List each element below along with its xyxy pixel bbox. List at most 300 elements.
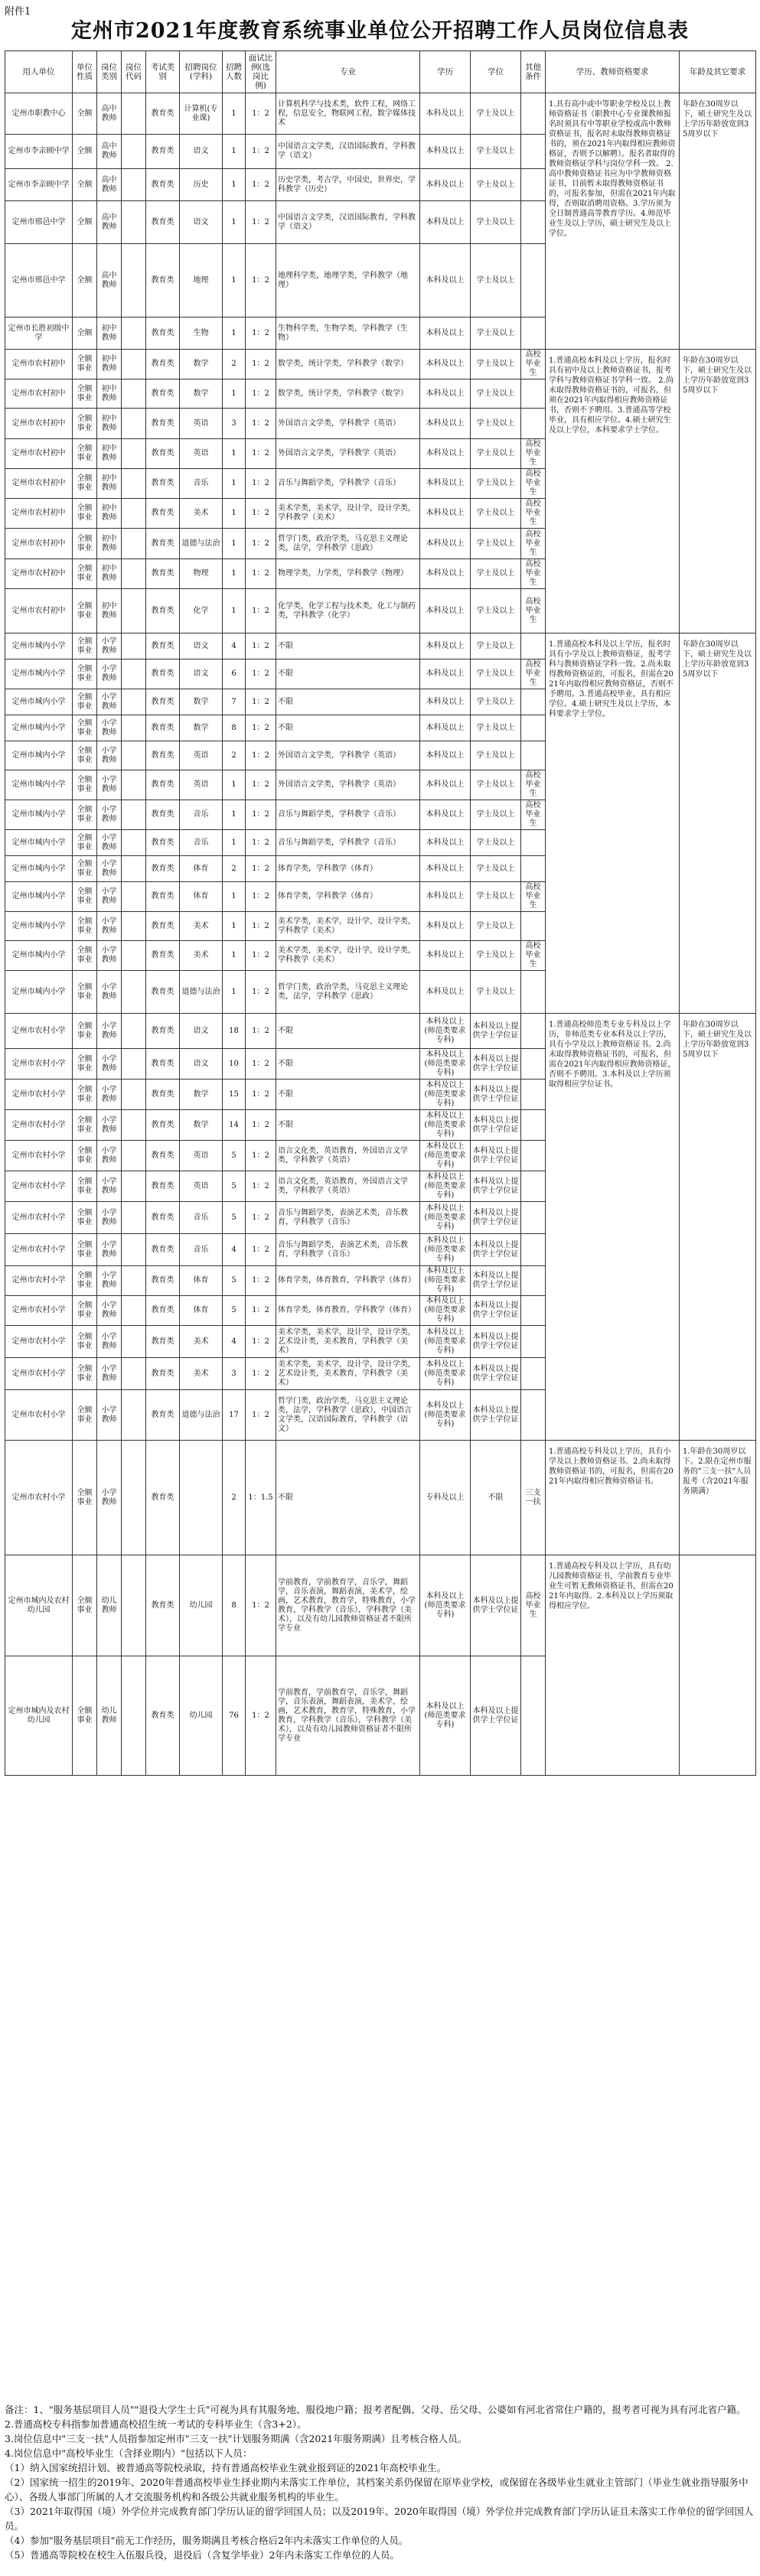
cell-degree: 本科及以上提供学士学位证 xyxy=(471,1171,521,1202)
cell-unit: 定州市农村小学 xyxy=(5,1049,73,1080)
cell-nature: 全额事业 xyxy=(73,409,97,439)
cell-degree: 学士及以上 xyxy=(471,559,521,589)
cell-major: 不限 xyxy=(276,659,420,689)
cell-ratio: 1：2 xyxy=(246,1390,276,1441)
attachment-label: 附件1 xyxy=(5,6,31,18)
cell-major: 不限 xyxy=(276,633,420,659)
cell-edu: 本科及以上 xyxy=(420,379,471,409)
cell-other xyxy=(521,201,546,244)
cell-num: 1 xyxy=(223,589,246,633)
cell-code xyxy=(122,350,146,379)
requirement-cell: 1.普通高校本科及以上学历，报名时具有小学及以上教师资格证，报考学科与教师资格证学科一致。2.尚未取得教师资格证的，可报名，但需在2021年内取得相应教师资格证，否则不予聘用。3.普通高校毕业，具有相应学位。4.硕士研究生及以上学历，本科要求学士学位。 xyxy=(546,633,680,1014)
cell-ratio: 1：2 xyxy=(246,409,276,439)
cell-degree: 学士及以上 xyxy=(471,469,521,499)
cell-other xyxy=(521,244,546,318)
cell-degree: 本科及以上提供学士学位证 xyxy=(471,1358,521,1390)
cell-nature: 全额事业 xyxy=(73,1266,97,1296)
cell-subject: 英语 xyxy=(180,741,223,770)
cell-cat: 小学教师 xyxy=(97,941,122,971)
col-header: 年龄及其它要求 xyxy=(680,51,756,93)
cell-unit: 定州市农村初中 xyxy=(5,589,73,633)
cell-unit: 定州市农村小学 xyxy=(5,1358,73,1390)
cell-num: 2 xyxy=(223,350,246,379)
cell-unit: 定州市城内小学 xyxy=(5,633,73,659)
cell-num: 1 xyxy=(223,941,246,971)
cell-nature: 全额事业 xyxy=(73,1296,97,1326)
cell-code xyxy=(122,1358,146,1390)
cell-num: 4 xyxy=(223,633,246,659)
cell-edu: 本科及以上(师范类要求专科) xyxy=(420,1171,471,1202)
cell-num: 5 xyxy=(223,1141,246,1171)
cell-subject: 体育 xyxy=(180,1296,223,1326)
cell-major: 中国语言文学类，汉语国际教育，学科教学（语文） xyxy=(276,135,420,169)
cell-cat: 初中教师 xyxy=(97,559,122,589)
cell-ratio: 1：2 xyxy=(246,659,276,689)
cell-num: 15 xyxy=(223,1080,246,1110)
cell-edu: 本科及以上 xyxy=(420,741,471,770)
cell-other xyxy=(521,1171,546,1202)
cell-cat: 小学教师 xyxy=(97,912,122,941)
cell-degree: 学士及以上 xyxy=(471,941,521,971)
cell-nature: 全额事业 xyxy=(73,559,97,589)
cell-subject: 语文 xyxy=(180,1014,223,1049)
cell-major: 数学类，统计学类，学科教学（数学） xyxy=(276,350,420,379)
cell-other: 高校毕业生 xyxy=(521,882,546,912)
cell-unit: 定州市农村小学 xyxy=(5,1014,73,1049)
cell-cat: 小学教师 xyxy=(97,1234,122,1266)
cell-nature: 全额事业 xyxy=(73,1326,97,1358)
cell-exam: 教育类 xyxy=(146,912,180,941)
cell-code xyxy=(122,912,146,941)
cell-nature: 全额事业 xyxy=(73,633,97,659)
cell-cat: 小学教师 xyxy=(97,1171,122,1202)
cell-cat: 小学教师 xyxy=(97,1441,122,1555)
cell-subject: 音乐 xyxy=(180,830,223,856)
requirement-cell: 1.普通高校专科及以上学历，具有幼儿园教师资格证书，学前教育专业毕业生可暂无教师资格证书，但需在2021年内取得。2.本科及以上学历须取得相应学位。 xyxy=(546,1555,680,1776)
cell-ratio: 1：2 xyxy=(246,1110,276,1141)
cell-nature: 全额 xyxy=(73,169,97,201)
cell-degree: 本科及以上提供学士学位证 xyxy=(471,1014,521,1049)
cell-cat: 小学教师 xyxy=(97,1202,122,1234)
cell-major: 不限 xyxy=(276,1080,420,1110)
cell-edu: 本科及以上 xyxy=(420,201,471,244)
age-requirement-cell xyxy=(680,1555,756,1776)
cell-exam: 教育类 xyxy=(146,1358,180,1390)
cell-major: 体育学类，学科教学（体育） xyxy=(276,856,420,882)
cell-subject: 地理 xyxy=(180,244,223,318)
cell-degree: 学士及以上 xyxy=(471,971,521,1014)
cell-exam: 教育类 xyxy=(146,350,180,379)
cell-edu: 本科及以上 xyxy=(420,715,471,741)
cell-num: 2 xyxy=(223,1441,246,1555)
cell-ratio: 1：2 xyxy=(246,715,276,741)
cell-code xyxy=(122,409,146,439)
cell-nature: 全额事业 xyxy=(73,1171,97,1202)
cell-code xyxy=(122,1049,146,1080)
cell-exam: 教育类 xyxy=(146,529,180,559)
cell-degree: 学士及以上 xyxy=(471,770,521,800)
cell-code xyxy=(122,93,146,135)
cell-edu: 本科及以上 xyxy=(420,971,471,1014)
cell-major: 化学类，化学工程与技术类，化工与制药类，学科教学（化学） xyxy=(276,589,420,633)
cell-cat: 小学教师 xyxy=(97,1326,122,1358)
cell-major: 数学类，统计学类，学科教学（数学） xyxy=(276,379,420,409)
cell-ratio: 1：2 xyxy=(246,379,276,409)
cell-exam: 教育类 xyxy=(146,659,180,689)
cell-unit: 定州市城内小学 xyxy=(5,770,73,800)
cell-degree: 学士及以上 xyxy=(471,830,521,856)
cell-degree: 学士及以上 xyxy=(471,659,521,689)
cell-code xyxy=(122,856,146,882)
cell-other xyxy=(521,741,546,770)
cell-major: 不限 xyxy=(276,715,420,741)
cell-other xyxy=(521,1234,546,1266)
cell-code xyxy=(122,659,146,689)
cell-unit: 定州市城内及农村幼儿园 xyxy=(5,1555,73,1656)
cell-edu: 本科及以上 xyxy=(420,689,471,715)
cell-major: 不限 xyxy=(276,689,420,715)
cell-code xyxy=(122,633,146,659)
cell-edu: 本科及以上 xyxy=(420,350,471,379)
cell-unit: 定州市农村初中 xyxy=(5,529,73,559)
cell-subject xyxy=(180,1441,223,1555)
cell-unit: 定州市农村初中 xyxy=(5,409,73,439)
cell-major: 哲学门类，政治学类，马克思主义理论类，法学，学科教学（思政），中国语言文学类，汉语国际教育，学科教学（语文） xyxy=(276,1390,420,1441)
cell-subject: 体育 xyxy=(180,882,223,912)
cell-exam: 教育类 xyxy=(146,439,180,469)
cell-exam: 教育类 xyxy=(146,1441,180,1555)
cell-subject: 美术 xyxy=(180,1326,223,1358)
cell-unit: 定州市城内小学 xyxy=(5,741,73,770)
cell-code xyxy=(122,941,146,971)
col-header: 单位性质 xyxy=(73,51,97,93)
cell-num: 1 xyxy=(223,93,246,135)
cell-nature: 全额事业 xyxy=(73,439,97,469)
cell-exam: 教育类 xyxy=(146,971,180,1014)
cell-nature: 全额事业 xyxy=(73,589,97,633)
col-header: 岗位代码 xyxy=(122,51,146,93)
cell-cat: 小学教师 xyxy=(97,1141,122,1171)
cell-nature: 全额事业 xyxy=(73,1555,97,1656)
cell-other xyxy=(521,633,546,659)
cell-cat: 小学教师 xyxy=(97,741,122,770)
cell-code xyxy=(122,770,146,800)
age-requirement-cell: 年龄在30周岁以下，硕士研究生及以上学历年龄放宽到35周岁以下 xyxy=(680,350,756,633)
cell-other: 高校毕业生 xyxy=(521,1555,546,1656)
cell-other xyxy=(521,689,546,715)
cell-code xyxy=(122,1014,146,1049)
cell-edu: 本科及以上(师范类要求专科) xyxy=(420,1326,471,1358)
cell-degree: 学士及以上 xyxy=(471,409,521,439)
cell-nature: 全额事业 xyxy=(73,912,97,941)
cell-ratio: 1：2 xyxy=(246,499,276,529)
cell-unit: 定州市城内小学 xyxy=(5,800,73,830)
cell-major: 美术学类，美术学，设计学，设计学类，学科教学（美术） xyxy=(276,912,420,941)
cell-nature: 全额事业 xyxy=(73,715,97,741)
cell-degree: 不限 xyxy=(471,1441,521,1555)
cell-degree: 学士及以上 xyxy=(471,589,521,633)
cell-unit: 定州市城内小学 xyxy=(5,715,73,741)
cell-other xyxy=(521,1110,546,1141)
cell-subject: 幼儿园 xyxy=(180,1555,223,1656)
cell-code xyxy=(122,1202,146,1234)
cell-unit: 定州市城内小学 xyxy=(5,689,73,715)
cell-edu: 本科及以上 xyxy=(420,318,471,350)
cell-exam: 教育类 xyxy=(146,1202,180,1234)
col-header: 学历 xyxy=(420,51,471,93)
cell-degree: 本科及以上提供学士学位证 xyxy=(471,1555,521,1656)
page-title: 定州市2021年度教育系统事业单位公开招聘工作人员岗位信息表 xyxy=(70,19,690,43)
cell-num: 10 xyxy=(223,1049,246,1080)
cell-subject: 英语 xyxy=(180,1171,223,1202)
cell-nature: 全额事业 xyxy=(73,971,97,1014)
cell-degree: 学士及以上 xyxy=(471,689,521,715)
cell-other: 高校毕业生 xyxy=(521,439,546,469)
cell-exam: 教育类 xyxy=(146,1326,180,1358)
cell-exam: 教育类 xyxy=(146,1555,180,1656)
cell-num: 1 xyxy=(223,244,246,318)
cell-ratio: 1：2 xyxy=(246,1049,276,1080)
note-line: 4.岗位信息中"高校毕业生（含择业期内）"包括以下人员： xyxy=(5,2447,253,2459)
cell-major: 哲学门类，政治学类，马克思主义理论类，法学，学科教学（思政） xyxy=(276,971,420,1014)
cell-degree: 学士及以上 xyxy=(471,800,521,830)
cell-ratio: 1：2 xyxy=(246,439,276,469)
cell-major: 语言文化类，英语教育，外国语言文学类，学科教学（英语） xyxy=(276,1171,420,1202)
cell-edu: 专科及以上 xyxy=(420,1441,471,1555)
cell-edu: 本科及以上 xyxy=(420,469,471,499)
cell-degree: 学士及以上 xyxy=(471,135,521,169)
table-row xyxy=(5,1014,756,1049)
cell-major: 不限 xyxy=(276,1014,420,1049)
cell-ratio: 1：2 xyxy=(246,1555,276,1656)
cell-ratio: 1：2 xyxy=(246,350,276,379)
cell-cat: 高中教师 xyxy=(97,169,122,201)
cell-nature: 全额 xyxy=(73,135,97,169)
cell-other xyxy=(521,1141,546,1171)
cell-major: 不限 xyxy=(276,1110,420,1141)
cell-subject: 数学 xyxy=(180,350,223,379)
cell-subject: 数学 xyxy=(180,379,223,409)
cell-ratio: 1：2 xyxy=(246,1358,276,1390)
cell-other: 高校毕业生 xyxy=(521,529,546,559)
cell-subject: 美术 xyxy=(180,941,223,971)
cell-unit: 定州市李亲顾中学 xyxy=(5,169,73,201)
cell-num: 5 xyxy=(223,1202,246,1234)
cell-degree: 学士及以上 xyxy=(471,439,521,469)
cell-ratio: 1：2 xyxy=(246,1656,276,1776)
cell-exam: 教育类 xyxy=(146,715,180,741)
cell-code xyxy=(122,469,146,499)
cell-subject: 数学 xyxy=(180,1110,223,1141)
cell-major: 语言文化类，英语教育，外国语言文学类，学科教学（英语） xyxy=(276,1141,420,1171)
cell-unit: 定州市农村小学 xyxy=(5,1202,73,1234)
cell-cat: 初中教师 xyxy=(97,318,122,350)
cell-num: 1 xyxy=(223,469,246,499)
cell-cat: 初中教师 xyxy=(97,409,122,439)
cell-other xyxy=(521,1358,546,1390)
cell-unit: 定州市李亲顾中学 xyxy=(5,135,73,169)
cell-nature: 全额事业 xyxy=(73,1141,97,1171)
cell-ratio: 1：2 xyxy=(246,529,276,559)
cell-nature: 全额事业 xyxy=(73,1358,97,1390)
cell-cat: 小学教师 xyxy=(97,659,122,689)
cell-nature: 全额事业 xyxy=(73,1049,97,1080)
cell-other xyxy=(521,1014,546,1049)
cell-other xyxy=(521,318,546,350)
cell-code xyxy=(122,1326,146,1358)
cell-major: 学前教育，学前教育学，音乐学，舞蹈学，音乐表演，舞蹈表演，美术学，绘画，艺术教育，教育学，特殊教育，小学教育，学科教学（音乐），学科教学（美术），以及有幼儿园教师资格证者不限所学专业 xyxy=(276,1656,420,1776)
cell-subject: 语文 xyxy=(180,1049,223,1080)
cell-code xyxy=(122,244,146,318)
cell-unit: 定州市农村小学 xyxy=(5,1234,73,1266)
cell-num: 2 xyxy=(223,856,246,882)
cell-code xyxy=(122,1296,146,1326)
cell-cat: 小学教师 xyxy=(97,971,122,1014)
cell-subject: 英语 xyxy=(180,439,223,469)
cell-nature: 全额事业 xyxy=(73,800,97,830)
cell-major: 音乐与舞蹈学类，表演艺术类，音乐教育，学科教学（音乐） xyxy=(276,1234,420,1266)
cell-other xyxy=(521,409,546,439)
cell-cat: 小学教师 xyxy=(97,856,122,882)
cell-num: 1 xyxy=(223,201,246,244)
cell-nature: 全额 xyxy=(73,201,97,244)
cell-edu: 本科及以上(师范类要求专科) xyxy=(420,1202,471,1234)
cell-cat: 小学教师 xyxy=(97,1390,122,1441)
cell-edu: 本科及以上(师范类要求专科) xyxy=(420,1234,471,1266)
cell-cat: 初中教师 xyxy=(97,379,122,409)
cell-degree: 学士及以上 xyxy=(471,633,521,659)
cell-exam: 教育类 xyxy=(146,379,180,409)
cell-exam: 教育类 xyxy=(146,1296,180,1326)
cell-edu: 本科及以上 xyxy=(420,135,471,169)
cell-other xyxy=(521,135,546,169)
cell-unit: 定州市农村初中 xyxy=(5,559,73,589)
cell-ratio: 1：2 xyxy=(246,882,276,912)
cell-nature: 全额事业 xyxy=(73,770,97,800)
cell-other xyxy=(521,912,546,941)
cell-ratio: 1：2 xyxy=(246,1234,276,1266)
cell-unit: 定州市农村小学 xyxy=(5,1266,73,1296)
cell-cat: 小学教师 xyxy=(97,1049,122,1080)
requirement-cell: 1.普通高校专科及以上学历，具有小学及以上教师资格证书。2.尚未取得教师资格证书的，可报名，但需在2021年内取得相应教师资格证书。 xyxy=(546,1441,680,1555)
cell-unit: 定州市农村初中 xyxy=(5,499,73,529)
cell-ratio: 1：2 xyxy=(246,689,276,715)
cell-other xyxy=(521,1080,546,1110)
cell-degree: 本科及以上提供学士学位证 xyxy=(471,1049,521,1080)
note-line: （2）国家统一招生的2019年、2020年普通高校毕业生择业期内未落实工作单位，其档案关系仍保留在原毕业学校，或保留在各级毕业生就业主管部门（毕业生就业指导服务中心）、各级人事部门所属的人才交流服务机构和各级公共就业服务机构的毕业生。 xyxy=(5,2477,749,2503)
cell-edu: 本科及以上 xyxy=(420,941,471,971)
cell-unit: 定州市农村初中 xyxy=(5,379,73,409)
cell-cat: 小学教师 xyxy=(97,715,122,741)
cell-edu: 本科及以上 xyxy=(420,244,471,318)
cell-num: 4 xyxy=(223,1234,246,1266)
cell-code xyxy=(122,318,146,350)
cell-num: 1 xyxy=(223,318,246,350)
cell-cat: 初中教师 xyxy=(97,529,122,559)
cell-code xyxy=(122,882,146,912)
col-header: 岗位类别 xyxy=(97,51,122,93)
cell-nature: 全额事业 xyxy=(73,350,97,379)
cell-ratio: 1：2 xyxy=(246,633,276,659)
note-line: （1）纳入国家统招计划、被普通高等院校录取，持有普通高校毕业生就业报到证的2021年高校毕业生。 xyxy=(5,2462,447,2473)
cell-subject: 计算机(专业课) xyxy=(180,93,223,135)
cell-num: 1 xyxy=(223,499,246,529)
cell-subject: 英语 xyxy=(180,409,223,439)
cell-exam: 教育类 xyxy=(146,1390,180,1441)
cell-major: 美术学类，美术学，设计学，设计学类，学科教学（美术） xyxy=(276,941,420,971)
cell-num: 1 xyxy=(223,135,246,169)
cell-major: 外国语言文学类，学科教学（英语） xyxy=(276,409,420,439)
cell-nature: 全额事业 xyxy=(73,659,97,689)
age-requirement-cell: 年龄在30周岁以下，硕士研究生及以上学历年龄放宽到35周岁以下 xyxy=(680,93,756,350)
cell-degree: 学士及以上 xyxy=(471,499,521,529)
cell-cat: 初中教师 xyxy=(97,439,122,469)
cell-degree: 学士及以上 xyxy=(471,93,521,135)
col-header: 考试类别 xyxy=(146,51,180,93)
cell-exam: 教育类 xyxy=(146,1141,180,1171)
cell-unit: 定州市职教中心 xyxy=(5,93,73,135)
cell-ratio: 1：2 xyxy=(246,469,276,499)
cell-cat: 小学教师 xyxy=(97,1358,122,1390)
cell-degree: 学士及以上 xyxy=(471,379,521,409)
cell-exam: 教育类 xyxy=(146,499,180,529)
cell-major: 体育学类，体育教育，学科教学（体育） xyxy=(276,1296,420,1326)
cell-code xyxy=(122,201,146,244)
cell-subject: 数学 xyxy=(180,715,223,741)
cell-degree: 学士及以上 xyxy=(471,715,521,741)
table-body xyxy=(5,93,756,1776)
cell-major: 音乐与舞蹈学类，学科教学（音乐） xyxy=(276,800,420,830)
cell-unit: 定州市邢邑中学 xyxy=(5,244,73,318)
cell-major: 不限 xyxy=(276,1049,420,1080)
cell-subject: 英语 xyxy=(180,1141,223,1171)
cell-degree: 本科及以上提供学士学位证 xyxy=(471,1080,521,1110)
cell-unit: 定州市城内小学 xyxy=(5,856,73,882)
cell-num: 1 xyxy=(223,379,246,409)
cell-edu: 本科及以上(师范类要求专科) xyxy=(420,1080,471,1110)
cell-nature: 全额事业 xyxy=(73,1441,97,1555)
cell-subject: 英语 xyxy=(180,770,223,800)
cell-nature: 全额 xyxy=(73,244,97,318)
cell-code xyxy=(122,1110,146,1141)
cell-cat: 小学教师 xyxy=(97,830,122,856)
cell-other: 高校毕业生 xyxy=(521,659,546,689)
cell-code xyxy=(122,1266,146,1296)
cell-major: 音乐与舞蹈学类，表演艺术类，音乐教育，学科教学（音乐） xyxy=(276,1202,420,1234)
cell-nature: 全额事业 xyxy=(73,1390,97,1441)
cell-degree: 本科及以上提供学士学位证 xyxy=(471,1110,521,1141)
cell-major: 中国语言文学类，汉语国际教育，学科教学（语文） xyxy=(276,201,420,244)
cell-exam: 教育类 xyxy=(146,409,180,439)
cell-subject: 音乐 xyxy=(180,469,223,499)
cell-exam: 教育类 xyxy=(146,882,180,912)
cell-ratio: 1：2 xyxy=(246,1266,276,1296)
cell-edu: 本科及以上 xyxy=(420,659,471,689)
cell-exam: 教育类 xyxy=(146,559,180,589)
cell-subject: 语文 xyxy=(180,659,223,689)
cell-code xyxy=(122,1390,146,1441)
age-requirement-cell: 1.年龄在30周岁以下。2.限在定州市服务的"三支一扶"人员报考（含2021年服务期满） xyxy=(680,1441,756,1555)
cell-ratio: 1：2 xyxy=(246,93,276,135)
cell-cat: 小学教师 xyxy=(97,1014,122,1049)
cell-other xyxy=(521,1296,546,1326)
cell-cat: 小学教师 xyxy=(97,689,122,715)
cell-major: 生物科学类，生物学类，学科教学（生物） xyxy=(276,318,420,350)
cell-subject: 道德与法治 xyxy=(180,529,223,559)
cell-ratio: 1：2 xyxy=(246,830,276,856)
cell-exam: 教育类 xyxy=(146,469,180,499)
cell-num: 1 xyxy=(223,800,246,830)
